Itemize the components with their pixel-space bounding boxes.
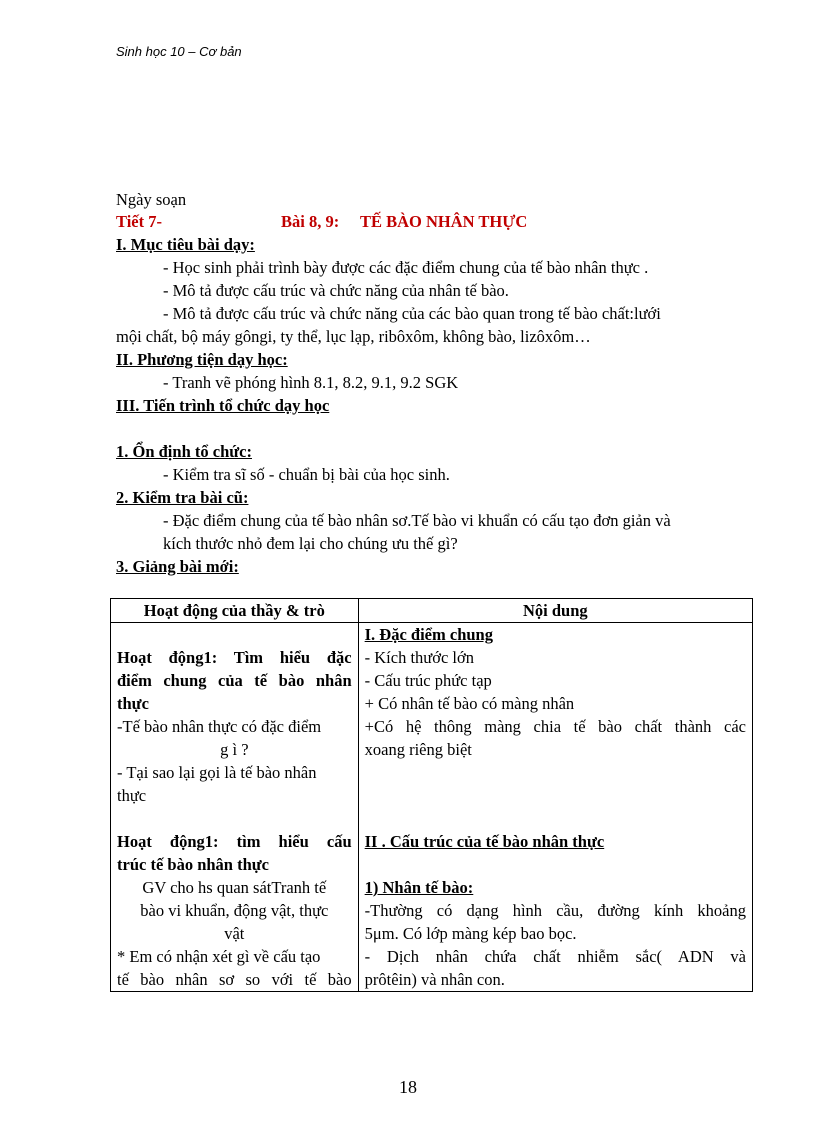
activity1-question: thực xyxy=(117,786,147,805)
table-header-left: Hoạt động của thầy & trò xyxy=(111,599,359,623)
teacher-student-activities xyxy=(111,623,359,992)
activity2-text: bào vi khuẩn, động vật, thực xyxy=(140,901,329,920)
process-heading: III. Tiến trình tổ chức dạy học xyxy=(116,396,330,415)
lesson-number: Bài 8, 9: xyxy=(281,212,340,231)
section1-item: +Có hệ thông màng chia tế bào chất thành các xyxy=(364,717,746,736)
activity2-text: GV cho hs quan sátTranh tế xyxy=(142,878,327,897)
section2-heading: II . Cấu trúc của tế bào nhân thực xyxy=(364,832,605,851)
objectives-heading: I. Mục tiêu bài dạy: xyxy=(116,235,255,254)
table-header-right: Nội dung xyxy=(358,599,752,623)
activity1-title: Hoạt động1: Tìm hiểu đặc xyxy=(117,648,352,667)
activity1-title: thực xyxy=(117,694,149,713)
materials-heading: II. Phương tiện dạy học: xyxy=(116,350,288,369)
section2-item: prôtêin) và nhân con. xyxy=(364,970,505,989)
step3-heading: 3. Giảng bài mới: xyxy=(116,557,239,576)
step2-line: - Đặc điểm chung của tế bào nhân sơ.Tế bào vi khuẩn có cấu tạo đơn giản và xyxy=(163,511,671,530)
activity2-text: vật xyxy=(224,924,245,943)
section2-subheading: 1) Nhân tế bào: xyxy=(364,878,474,897)
activity1-question: - Tại sao lại gọi là tế bào nhân xyxy=(117,763,317,782)
lesson-title: TẾ BÀO NHÂN THỰC xyxy=(360,212,528,231)
step1-item: - Kiểm tra sĩ số - chuẩn bị bài của học sinh. xyxy=(163,465,450,484)
prep-date-label: Ngày soạn xyxy=(116,190,187,209)
objective-item: - Mô tả được cấu trúc và chức năng của nhân tế bào. xyxy=(163,281,509,300)
section2-item: - Dịch nhân chứa chất nhiễm sắc( ADN và xyxy=(364,947,746,966)
section1-item: xoang riêng biệt xyxy=(364,740,472,759)
lesson-table xyxy=(110,598,753,992)
activity1-question: g ì ? xyxy=(220,740,249,759)
step2-heading: 2. Kiểm tra bài cũ: xyxy=(116,488,249,507)
objective-item: mội chất, bộ máy gôngi, ty thể, lục lạp, ribôxôm, không bào, lizôxôm… xyxy=(116,327,591,346)
activity1-question: -Tế bào nhân thực có đặc điểm xyxy=(117,717,322,736)
section2-item: -Thường có dạng hình cầu, đường kính khoảng xyxy=(364,901,746,920)
step1-heading: 1. Ổn định tổ chức: xyxy=(116,442,252,461)
section1-item: + Có nhân tế bào có màng nhân xyxy=(364,694,575,713)
section1-item: - Kích thước lớn xyxy=(364,648,474,667)
activity2-title: trúc tế bào nhân thực xyxy=(117,855,269,874)
step2-line: kích thước nhỏ đem lại cho chúng ưu thế gì? xyxy=(163,534,458,553)
section1-item: - Cấu trúc phức tạp xyxy=(364,671,492,690)
section2-item: 5μm. Có lớp màng kép bao bọc. xyxy=(364,924,577,943)
content-column xyxy=(358,623,752,992)
objective-item: - Mô tả được cấu trúc và chức năng của các bào quan trong tế bào chất:lưới xyxy=(163,304,661,323)
activity2-title: Hoạt động1: tìm hiểu cấu xyxy=(117,832,352,851)
activity1-title: điểm chung của tế bào nhân xyxy=(117,671,352,690)
page-header-subject: Sinh học 10 – Cơ bản xyxy=(116,44,242,59)
page-number: 18 xyxy=(399,1077,417,1097)
section1-heading: I. Đặc điểm chung xyxy=(364,625,493,644)
materials-item: - Tranh vẽ phóng hình 8.1, 8.2, 9.1, 9.2 SGK xyxy=(163,373,459,392)
lesson-period: Tiết 7- xyxy=(116,212,162,231)
activity2-text: * Em có nhận xét gì về cấu tạo xyxy=(117,947,321,966)
objective-item: - Học sinh phải trình bày được các đặc điểm chung của tế bào nhân thực . xyxy=(163,258,649,277)
activity2-text: tế bào nhân sơ so với tế bào xyxy=(117,970,352,989)
